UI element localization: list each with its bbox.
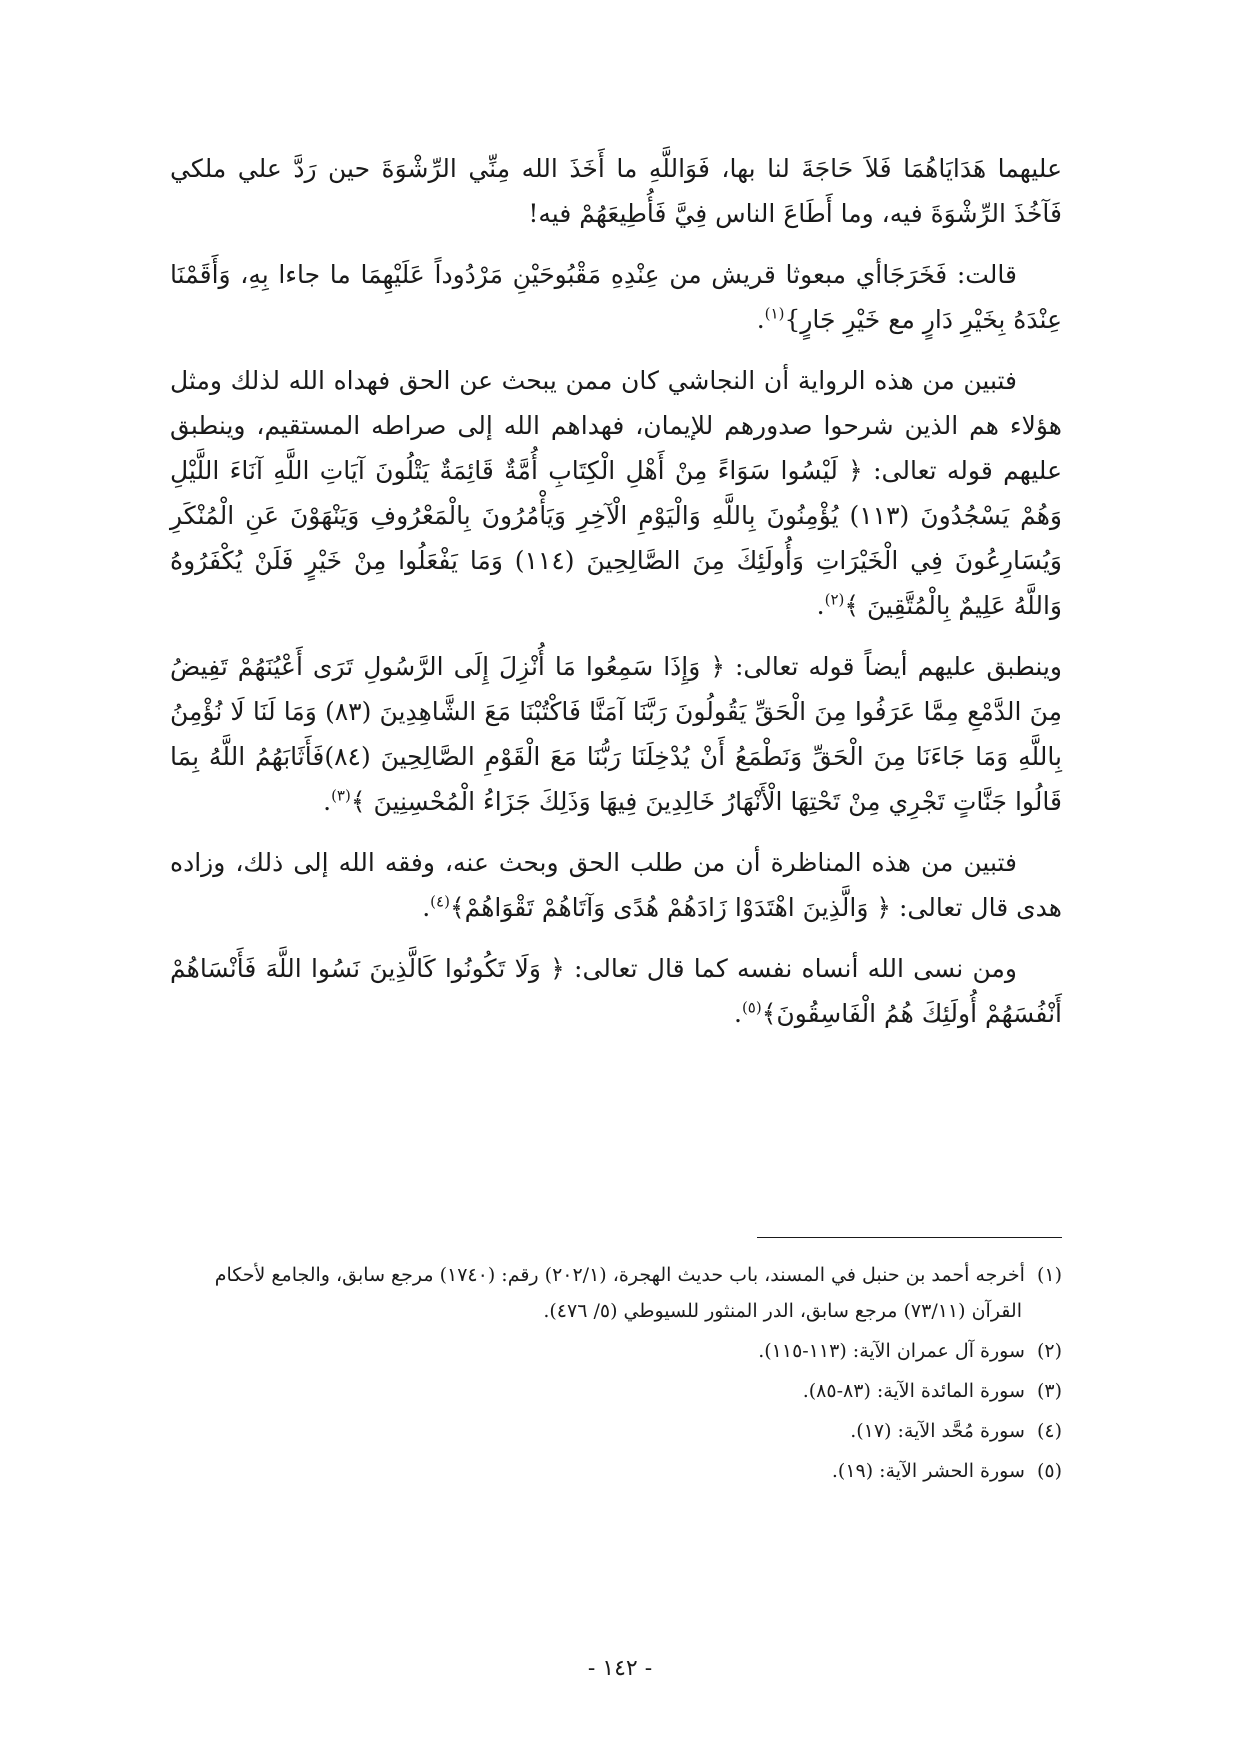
paragraph-2 <box>170 252 1062 342</box>
footnotes <box>170 1257 1062 1493</box>
footnote-number: (٢) <box>1036 1340 1062 1362</box>
footnote-number: (٣) <box>1036 1380 1062 1402</box>
footnote-number: (٥) <box>1036 1460 1062 1482</box>
footnote-text: سورة الحشر الآية: (١٩). <box>831 1460 1025 1482</box>
paragraph-6-tail: . <box>733 999 742 1028</box>
paragraph-3-tail: . <box>816 591 825 620</box>
paragraph-6 <box>170 946 1062 1036</box>
footnote-text: سورة آل عمران الآية: (١١٣-١١٥). <box>758 1340 1025 1362</box>
paragraph-4-text: وينطبق عليهم أيضاً قوله تعالى: ﴿ وَإِذَا سَمِعُوا مَا أُنْزِلَ إِلَى الرَّسُولِ تَرَى أَعْيُنَهُمْ تَفِيضُ مِنَ الدَّمْعِ مِمَّا عَرَفُوا مِنَ الْحَقِّ يَقُولُونَ رَبَّنَا آمَنَّا فَاكْتُبْنَا مَعَ الشَّاهِدِينَ (٨٣) وَمَا لَنَا لَا نُؤْمِنُ بِاللَّهِ وَمَا جَاءَنَا مِنَ الْحَقِّ وَنَطْمَعُ أَنْ يُدْخِلَنَا رَبُّنَا مَعَ الْقَوْمِ الصَّالِحِينَ (٨٤)فَأَثَابَهُمُ اللَّهُ بِمَا قَالُوا جَنَّاتٍ تَجْرِي مِنْ تَحْتِهَا الْأَنْهَارُ خَالِدِينَ فِيهَا وَذَلِكَ جَزَاءُ الْمُحْسِنِينَ ﴾ <box>170 652 1063 816</box>
footnote-1 <box>170 1257 1062 1329</box>
footnote-ref-2[interactable]: (٢) <box>824 590 845 609</box>
footnote-ref-1[interactable]: (١) <box>764 304 785 323</box>
paragraph-4-tail: . <box>323 787 332 816</box>
footnote-ref-5[interactable]: (٥) <box>741 998 762 1017</box>
footnote-text-continued: القرآن (٧٣/١١) مرجع سابق، الدر المنثور للسيوطي (٥/ ٤٧٦). <box>543 1300 1022 1322</box>
paragraph-6-text: ومن نسى الله أنساه نفسه كما قال تعالى: ﴿ وَلَا تَكُونُوا كَالَّذِينَ نَسُوا اللَّهَ فَأَنْسَاهُمْ أَنْفُسَهُمْ أُولَئِكَ هُمُ الْفَاسِقُونَ﴾ <box>170 954 1062 1028</box>
paragraph-5 <box>170 840 1062 930</box>
footnote-3 <box>170 1373 1062 1409</box>
paragraph-4 <box>170 644 1062 824</box>
body-text <box>170 146 1062 1052</box>
footnote-number: (١) <box>1036 1264 1062 1286</box>
footnote-number: (٤) <box>1036 1420 1062 1442</box>
footnote-4 <box>170 1413 1062 1449</box>
footnote-text: أخرجه أحمد بن حنبل في المسند، باب حديث الهجرة، (٢٠٢/١) رقم: (١٧٤٠) مرجع سابق، والجامع لأحكام <box>214 1264 1025 1286</box>
paragraph-3-text: فتبين من هذه الرواية أن النجاشي كان ممن يبحث عن الحق فهداه الله لذلك ومثل هؤلاء هم الذين شرحوا صدورهم للإيمان، فهداهم الله إلى صراطه المستقيم، وينطبق عليهم قوله تعالى: ﴿ لَيْسُوا سَوَاءً مِنْ أَهْلِ الْكِتَابِ أُمَّةٌ قَائِمَةٌ يَتْلُونَ آيَاتِ اللَّهِ آنَاءَ اللَّيْلِ وَهُمْ يَسْجُدُونَ (١١٣) يُؤْمِنُونَ بِاللَّهِ وَالْيَوْمِ الْآخِرِ وَيَأْمُرُونَ بِالْمَعْرُوفِ وَيَنْهَوْنَ عَنِ الْمُنْكَرِ وَيُسَارِعُونَ فِي الْخَيْرَاتِ وَأُولَئِكَ مِنَ الصَّالِحِينَ (١١٤) وَمَا يَفْعَلُوا مِنْ خَيْرٍ فَلَنْ يُكْفَرُوهُ وَاللَّهُ عَلِيمٌ بِالْمُتَّقِينَ ﴾ <box>170 366 1063 620</box>
footnote-divider <box>757 1237 1062 1238</box>
page-number: - ١٤٢ - <box>587 1656 653 1681</box>
paragraph-1-text: عليهما هَدَايَاهُمَا فَلاَ حَاجَةَ لنا بها، فَوَاللَّهِ ما أَخَذَ الله مِنِّي الرِّشْوَةَ حين رَدَّ علي ملكي فَآخُذَ الرِّشْوَةَ فيه، وما أَطَاعَ الناس فِيَّ فَأُطِيعَهُمْ فيه! <box>170 154 1062 228</box>
footnote-2 <box>170 1333 1062 1369</box>
paragraph-5-text: فتبين من هذه المناظرة أن من طلب الحق وبحث عنه، وفقه الله إلى ذلك، وزاده هدى قال تعالى: ﴿ وَالَّذِينَ اهْتَدَوْا زَادَهُمْ هُدًى وَآتَاهُمْ تَقْوَاهُمْ﴾ <box>170 848 1062 922</box>
paragraph-3 <box>170 358 1062 628</box>
paragraph-2-text: قالت: فَخَرَجَاأي مبعوثا قريش من عِنْدِهِ مَقْبُوحَيْنِ مَرْدُوداً عَلَيْهِمَا ما جاءا بِهِ، وَأَقَمْنَا عِنْدَهُ بِخَيْرِ دَارٍ مع خَيْرِ جَارٍ} <box>170 260 1062 334</box>
paragraph-5-tail: . <box>422 893 431 922</box>
paragraph-2-tail: . <box>756 305 765 334</box>
paragraph-1 <box>170 146 1062 236</box>
footnote-text: سورة المائدة الآية: (٨٣-٨٥). <box>802 1380 1025 1402</box>
footnote-text: سورة مُحَّد الآية: (١٧). <box>850 1420 1025 1442</box>
footnote-ref-3[interactable]: (٣) <box>331 786 351 805</box>
footnote-ref-4[interactable]: (٤) <box>430 892 450 911</box>
footnote-5 <box>170 1453 1062 1489</box>
